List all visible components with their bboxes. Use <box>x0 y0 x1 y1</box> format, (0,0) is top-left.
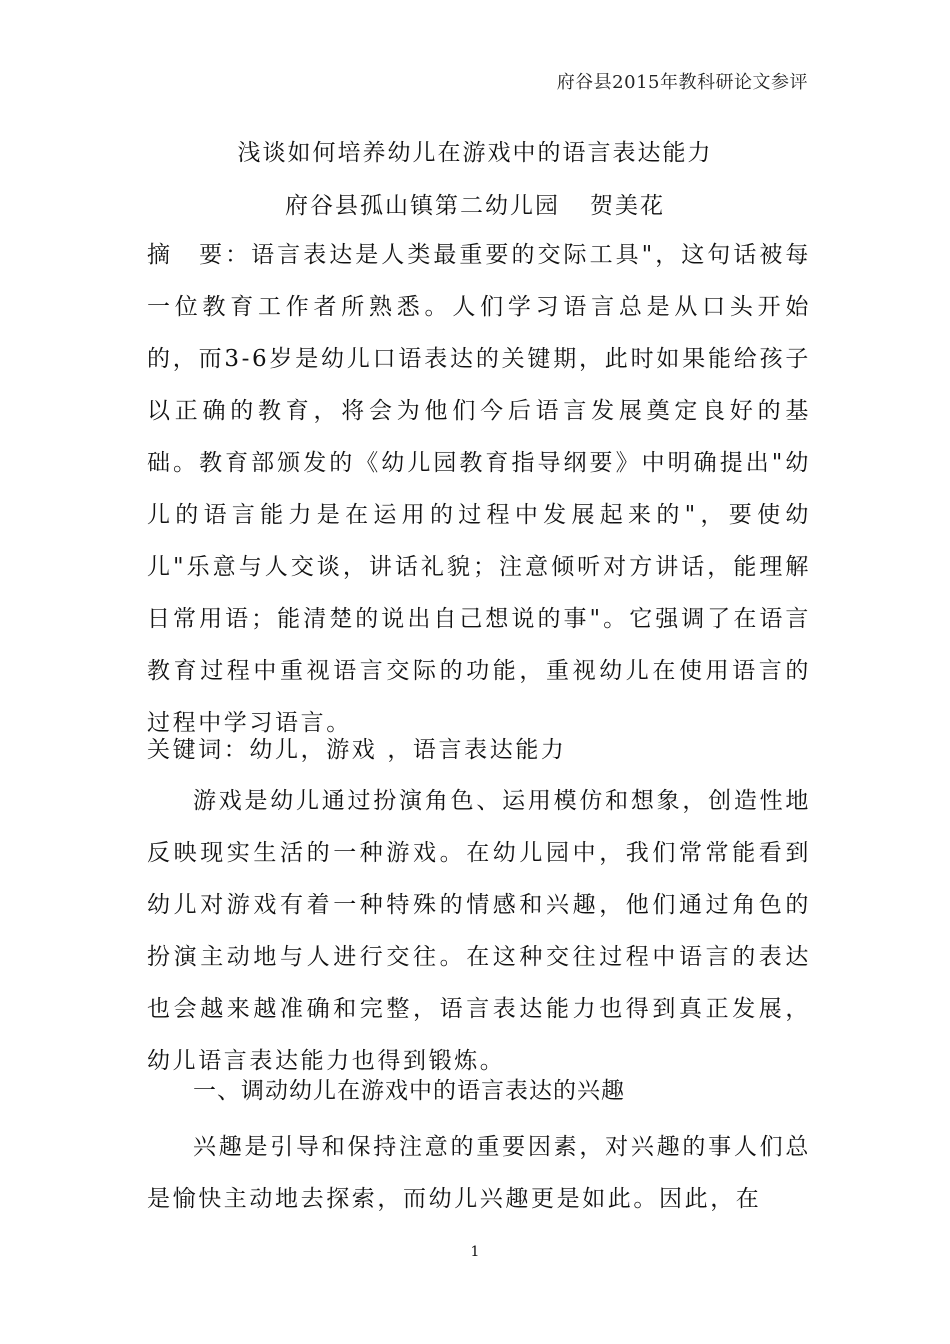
author-line <box>0 187 950 220</box>
abstract-paragraph <box>147 229 811 749</box>
keywords-label: 关键词： <box>147 737 250 763</box>
running-header: 府谷县2015年教科研论文参评 <box>556 72 808 93</box>
abstract-text: 语言表达是人类最重要的交际工具"，这句话被每一位教育工作者所熟悉。人们学习语言总是从口头开始的，而3-6岁是幼儿口语表达的关键期，此时如果能给孩子以正确的教育，将会为他们今后语言发展奠定良好的基础。教育部颁发的《幼儿园教育指导纲要》中明确提出"幼儿的语言能力是在运用的过程中发展起来的"，要使幼儿"乐意与人交谈，讲话礼貌；注意倾听对方讲话，能理解日常用语；能清楚的说出自己想说的事"。它强调了在语言教育过程中重视语言交际的功能，重视幼儿在使用语言的过程中学习语言。 <box>147 242 812 736</box>
abstract-label: 摘 要： <box>147 242 252 268</box>
author-affiliation: 府谷县孤山镇第二幼儿园 <box>285 193 560 219</box>
author-name: 贺美花 <box>590 193 665 219</box>
intro-paragraph: 游戏是幼儿通过扮演角色、运用模仿和想象，创造性地反映现实生活的一种游戏。在幼儿园中，我们常常能看到幼儿对游戏有着一种特殊的情感和兴趣，他们通过角色的扮演主动地与人进行交往。在这种交往过程中语言的表达也会越来越准确和完整，语言表达能力也得到真正发展，幼儿语言表达能力也得到锻炼。 <box>147 788 811 1074</box>
keywords-text: 幼儿，游戏 ，语言表达能力 <box>249 737 567 763</box>
paper-title: 浅谈如何培养幼儿在游戏中的语言表达能力 <box>237 140 713 166</box>
section-heading: 一、调动幼儿在游戏中的语言表达的兴趣 <box>193 1078 625 1104</box>
keywords-line <box>147 724 811 776</box>
page-number: 1 <box>470 1244 480 1260</box>
section-paragraph: 兴趣是引导和保持注意的重要因素，对兴趣的事人们总是愉快主动地去探索，而幼儿兴趣更是如此。因此，在 <box>147 1134 811 1212</box>
